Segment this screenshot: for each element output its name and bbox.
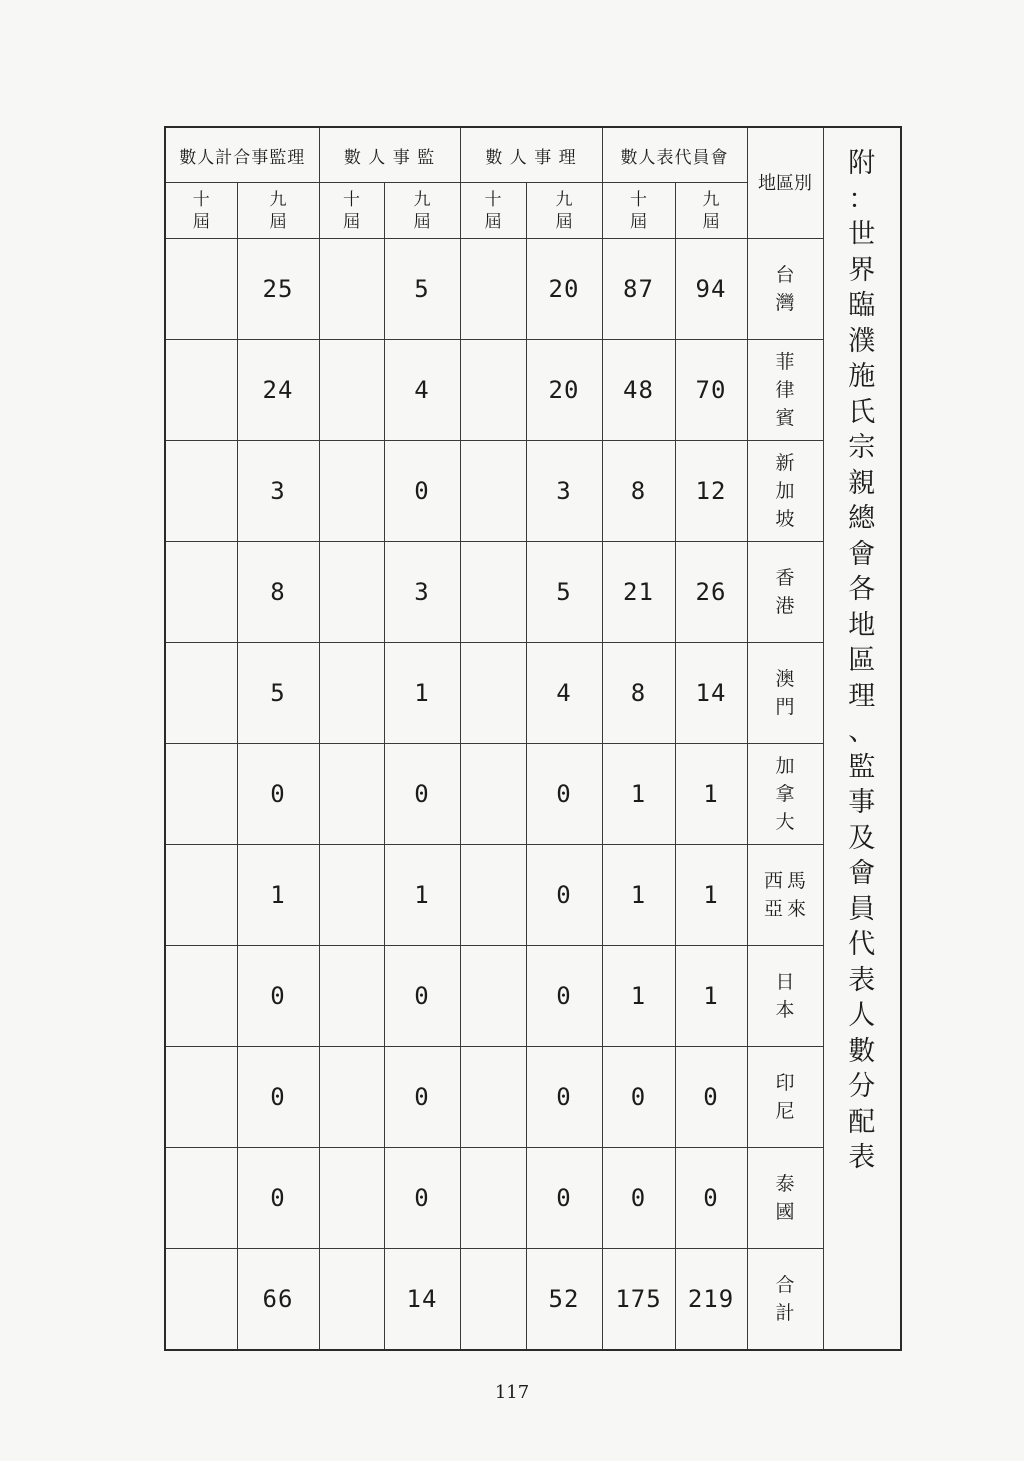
value-cell [460, 441, 526, 542]
value-cell: 0 [526, 1047, 602, 1148]
term-10-header: 十 屆 [602, 183, 675, 239]
value-cell: 25 [237, 239, 319, 340]
value-cell: 0 [237, 1047, 319, 1148]
value-cell: 52 [526, 1249, 602, 1351]
value-cell [319, 340, 384, 441]
value-cell [319, 845, 384, 946]
value-cell: 14 [675, 643, 747, 744]
value-cell: 4 [384, 340, 460, 441]
table-row [165, 1047, 901, 1148]
region-cell: 泰 國 [747, 1148, 823, 1249]
table-row [165, 1249, 901, 1351]
value-cell [460, 643, 526, 744]
value-cell: 12 [675, 441, 747, 542]
table-row [165, 239, 901, 340]
value-cell: 1 [602, 744, 675, 845]
value-cell: 1 [675, 946, 747, 1047]
value-cell: 20 [526, 340, 602, 441]
vertical-title: 附 ： 世 界 臨 濮 施 氏 宗 親 總 會 各 地 區 理 、 監 事 及 會 員 代 表 人 數 分 配 表 [823, 127, 901, 1350]
value-cell: 3 [384, 542, 460, 643]
region-cell: 菲 律 賓 [747, 340, 823, 441]
term-9-header: 九 屆 [526, 183, 602, 239]
value-cell: 0 [675, 1148, 747, 1249]
page-number: 117 [494, 1382, 530, 1403]
region-cell: 日 本 [747, 946, 823, 1047]
value-cell [165, 239, 237, 340]
value-cell [165, 1249, 237, 1351]
value-cell [165, 845, 237, 946]
value-cell [319, 1249, 384, 1351]
value-cell: 0 [384, 1148, 460, 1249]
value-cell [460, 744, 526, 845]
value-cell: 8 [237, 542, 319, 643]
value-cell: 5 [526, 542, 602, 643]
value-cell [460, 1148, 526, 1249]
value-cell: 0 [384, 744, 460, 845]
value-cell: 70 [675, 340, 747, 441]
table-row [165, 744, 901, 845]
region-cell: 澳 門 [747, 643, 823, 744]
value-cell [460, 542, 526, 643]
value-cell: 4 [526, 643, 602, 744]
value-cell [319, 744, 384, 845]
term-10-header: 十 屆 [319, 183, 384, 239]
value-cell: 1 [602, 946, 675, 1047]
value-cell: 1 [384, 845, 460, 946]
value-cell [319, 1047, 384, 1148]
value-cell [165, 946, 237, 1047]
value-cell: 3 [526, 441, 602, 542]
value-cell: 87 [602, 239, 675, 340]
value-cell [165, 643, 237, 744]
value-cell [165, 1047, 237, 1148]
value-cell [319, 441, 384, 542]
header-region: 地區別 [747, 127, 823, 239]
value-cell: 0 [526, 744, 602, 845]
value-cell [460, 845, 526, 946]
region-cell: 合 計 [747, 1249, 823, 1351]
value-cell: 0 [384, 946, 460, 1047]
value-cell [165, 744, 237, 845]
term-9-header: 九 屆 [237, 183, 319, 239]
value-cell: 175 [602, 1249, 675, 1351]
region-cell: 新 加 坡 [747, 441, 823, 542]
value-cell: 0 [675, 1047, 747, 1148]
allocation-table [164, 126, 902, 1351]
value-cell: 0 [237, 744, 319, 845]
value-cell [165, 441, 237, 542]
table-row [165, 946, 901, 1047]
value-cell: 0 [602, 1148, 675, 1249]
region-cell: 香 港 [747, 542, 823, 643]
table-row [165, 542, 901, 643]
header-supervisors-directors-total: 數人計合事監理 [165, 127, 319, 183]
value-cell: 3 [237, 441, 319, 542]
value-cell [460, 1047, 526, 1148]
table-row [165, 1148, 901, 1249]
term-10-header: 十 屆 [165, 183, 237, 239]
value-cell [165, 340, 237, 441]
value-cell: 8 [602, 643, 675, 744]
region-cell: 台 灣 [747, 239, 823, 340]
value-cell: 20 [526, 239, 602, 340]
value-cell [460, 946, 526, 1047]
term-9-header: 九 屆 [675, 183, 747, 239]
value-cell: 8 [602, 441, 675, 542]
term-9-header: 九 屆 [384, 183, 460, 239]
table-row [165, 441, 901, 542]
value-cell: 0 [526, 1148, 602, 1249]
value-cell: 66 [237, 1249, 319, 1351]
value-cell: 21 [602, 542, 675, 643]
value-cell [319, 946, 384, 1047]
region-cell: 馬 來 西 亞 [747, 845, 823, 946]
term-10-header: 十 屆 [460, 183, 526, 239]
header-directors-count: 數 人 事 理 [460, 127, 602, 183]
header-member-reps-count: 數人表代員會 [602, 127, 747, 183]
value-cell: 0 [384, 441, 460, 542]
value-cell: 0 [237, 946, 319, 1047]
value-cell: 0 [384, 1047, 460, 1148]
header-supervisors-count: 數 人 事 監 [319, 127, 460, 183]
value-cell [319, 1148, 384, 1249]
value-cell [460, 1249, 526, 1351]
value-cell: 1 [237, 845, 319, 946]
value-cell [460, 340, 526, 441]
value-cell: 14 [384, 1249, 460, 1351]
value-cell: 1 [675, 845, 747, 946]
value-cell: 219 [675, 1249, 747, 1351]
table-row [165, 643, 901, 744]
value-cell: 1 [602, 845, 675, 946]
value-cell: 0 [526, 946, 602, 1047]
value-cell [319, 542, 384, 643]
value-cell: 48 [602, 340, 675, 441]
table-row [165, 845, 901, 946]
value-cell [165, 1148, 237, 1249]
value-cell: 94 [675, 239, 747, 340]
value-cell: 24 [237, 340, 319, 441]
region-cell: 印 尼 [747, 1047, 823, 1148]
value-cell [319, 643, 384, 744]
value-cell [460, 239, 526, 340]
value-cell: 0 [526, 845, 602, 946]
region-cell: 加 拿 大 [747, 744, 823, 845]
value-cell [319, 239, 384, 340]
value-cell: 0 [602, 1047, 675, 1148]
value-cell: 5 [384, 239, 460, 340]
value-cell: 1 [675, 744, 747, 845]
value-cell: 0 [237, 1148, 319, 1249]
table-row [165, 340, 901, 441]
value-cell: 26 [675, 542, 747, 643]
value-cell: 1 [384, 643, 460, 744]
value-cell [165, 542, 237, 643]
value-cell: 5 [237, 643, 319, 744]
